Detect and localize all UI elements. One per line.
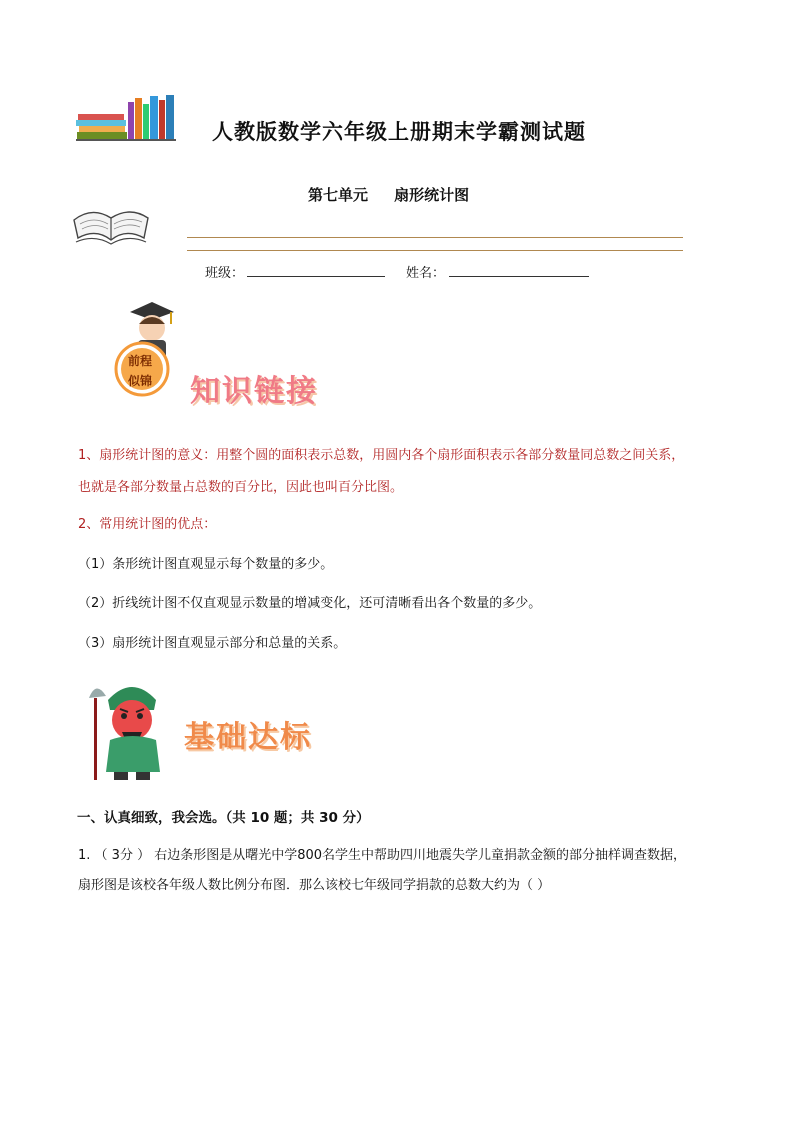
knowledge-sub-3: （3）扇形统计图直观显示部分和总量的关系。 bbox=[78, 636, 347, 651]
knowledge-sub-2: （2）折线统计图不仅直观显示数量的增减变化，还可清晰看出各个数量的多少。 bbox=[78, 596, 542, 611]
header-rule-top bbox=[187, 237, 683, 238]
header-rule-bottom bbox=[187, 250, 683, 251]
section-heading: 一、认真细致，我会选。（共 10 题；共 30 分） bbox=[77, 810, 370, 826]
question-1-line-1: 1. （ 3分 ） 右边条形图是从曙光中学800名学生中帮助四川地震失学儿童捐款金额的部分抽样调查数据， bbox=[78, 848, 687, 863]
name-field[interactable] bbox=[449, 276, 589, 277]
knowledge-item-1-line-1: 1、扇形统计图的意义：用整个圆的面积表示总数，用圆内各个扇形面积表示各部分数量同总数之间关系， bbox=[78, 448, 685, 463]
knowledge-item-2: 2、常用统计图的优点： bbox=[78, 517, 217, 532]
page-title: 人教版数学六年级上册期末学霸测试题 bbox=[212, 119, 586, 144]
open-book-icon bbox=[70, 192, 152, 252]
books-icon bbox=[76, 94, 176, 142]
class-label: 班级： bbox=[205, 266, 245, 281]
question-1-line-2: 扇形图是该校各年级人数比例分布图．那么该校七年级同学捐款的总数大约为（ ） bbox=[78, 878, 551, 893]
knowledge-sub-1: （1）条形统计图直观显示每个数量的多少。 bbox=[78, 557, 334, 572]
name-label: 姓名： bbox=[406, 266, 446, 281]
knowledge-item-1-line-2: 也就是各部分数量占总数的百分比，因此也叫百分比图。 bbox=[78, 480, 404, 495]
basics-banner: 基础达标 bbox=[184, 720, 312, 755]
knowledge-banner: 知识链接 bbox=[190, 374, 318, 409]
class-field[interactable] bbox=[247, 276, 385, 277]
unit-subtitle: 第七单元 扇形统计图 bbox=[308, 186, 470, 204]
badge-text-top: 前程 bbox=[128, 354, 153, 368]
badge-text-bottom: 似锦 bbox=[128, 374, 153, 388]
warrior-mascot-icon bbox=[86, 676, 178, 782]
